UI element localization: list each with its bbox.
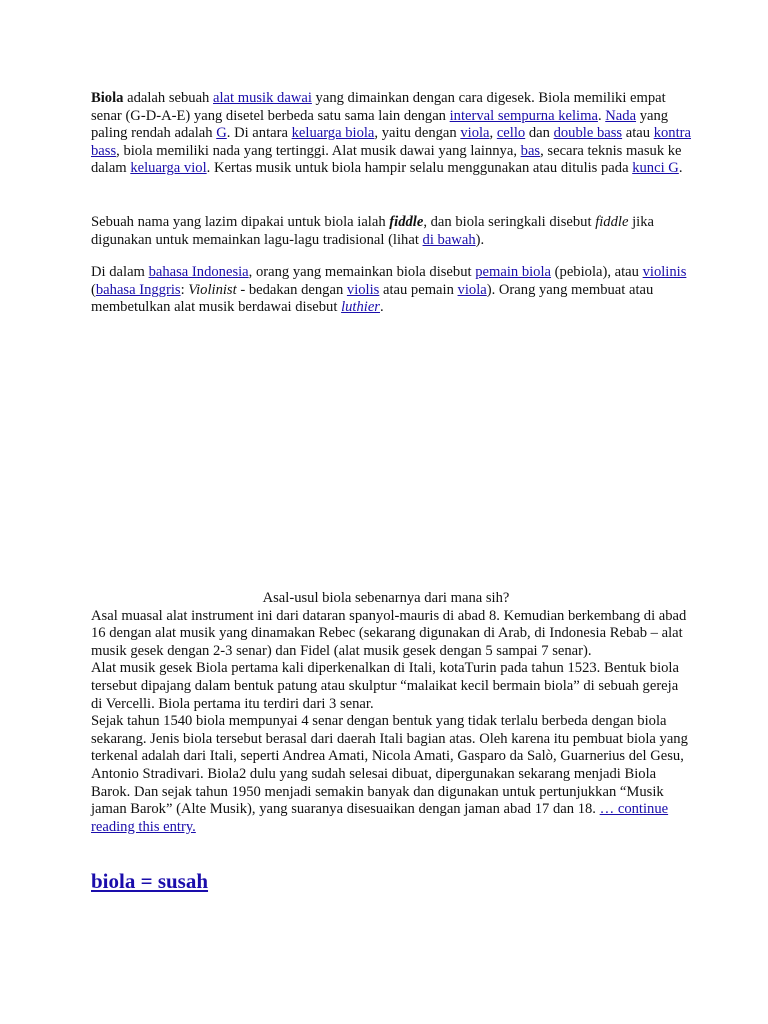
post-title-link[interactable]: biola = susah — [91, 869, 209, 893]
link-nada[interactable]: Nada — [605, 107, 637, 124]
post-title — [91, 868, 691, 894]
link-bas[interactable]: bas — [520, 142, 541, 159]
text: : — [180, 281, 189, 298]
text: ). Orang yang membuat atau membetulkan alat musik berdawai disebut — [91, 281, 654, 316]
term-violinist: Violinist — [188, 281, 237, 298]
text: Sebuah nama yang lazim dipakai untuk biola ialah — [91, 214, 390, 230]
text: yang paling rendah adalah — [91, 107, 669, 142]
history-paragraph-2: Alat musik gesek Biola pertama kali diperkenalkan di Itali, kotaTurin pada tahun 1523. Bentuk biola tersebut dipajang dalam bentuk patung atau skulptur “malaikat kecil bermain biola” di sebuah gereja di Vercelli. Biola pertama itu terdiri dari 3 senar. — [91, 660, 679, 712]
text: , orang yang memainkan biola disebut — [248, 264, 476, 280]
text: , dan biola seringkali disebut — [423, 214, 596, 230]
text: ). — [475, 231, 485, 248]
link-alat-musik-dawai[interactable]: alat musik dawai — [213, 90, 312, 106]
term-biola: Biola — [91, 90, 124, 106]
link-cello[interactable]: cello — [496, 125, 526, 142]
link-bahasa-inggris[interactable]: bahasa Inggris — [95, 281, 181, 298]
link-bahasa-indonesia[interactable]: bahasa Indonesia — [148, 264, 249, 280]
link-keluarga-viol[interactable]: keluarga viol — [130, 160, 207, 177]
text: , — [489, 125, 497, 142]
text: . Kertas musik untuk biola hampir selalu menggunakan atau ditulis pada — [206, 160, 633, 177]
text: . — [597, 107, 606, 124]
text: - bedakan dengan — [236, 281, 347, 298]
link-violinis[interactable]: violinis — [642, 264, 687, 280]
text: Sejak tahun 1540 biola mempunyai 4 senar dengan bentuk yang tidak terlalu berbeda dengan biola sekarang. Jenis biola tersebut berasal dari daerah Itali bagian atas. Oleh karena itu pembuat biola yang terkenal adalah dari Itali, seperti Andrea Amati, Nicola Amati, Gasparo da Salò, Guarnerius del Gesu, Antonio Stradivari. Biola2 dulu yang sudah selesai dibuat, dipergunakan sekarang menjadi Biola Barok. Dan sejak tahun 1950 menjadi semakin banyak dan digunakan untuk pertunjukkan “Musik jaman Barok” (Alte Musik), yang suaranya disesuaikan dengan jaman abad 17 dan 18. — [91, 713, 688, 818]
text: , biola memiliki nada yang tertinggi. Alat musik dawai yang lainnya, — [116, 142, 521, 159]
link-kunci-g[interactable]: kunci G — [632, 160, 679, 177]
link-pemain-biola[interactable]: pemain biola — [475, 264, 552, 280]
history-paragraph-1: Asal muasal alat instrument ini dari dataran spanyol-mauris di abad 8. Kemudian berkembang di abad 16 dengan alat musik yang dinamakan Rebec (sekarang digunakan di Arab, di Indonesia Rebab – alat musik gesek dengan 2-3 senar) dan Fidel (alat musik gesek dengan 5 sampai 7 senar). — [91, 607, 687, 659]
text: atau — [622, 125, 654, 142]
history-paragraph-3 — [91, 713, 691, 836]
text: Di dalam — [91, 264, 149, 280]
link-keluarga-biola[interactable]: keluarga biola — [291, 125, 375, 142]
text: . Di antara — [226, 125, 292, 142]
link-di-bawah[interactable]: di bawah — [422, 231, 476, 248]
fiddle-paragraph — [91, 214, 691, 249]
link-double-bass[interactable]: double bass — [553, 125, 623, 142]
text: atau pemain — [379, 281, 458, 298]
text: yang dimainkan dengan cara digesek. Biola memiliki empat senar (G-D-A-E) yang disetel berbeda satu sama lain dengan — [91, 90, 666, 124]
link-luthier[interactable]: luthier — [341, 299, 380, 316]
text: , yaitu dengan — [374, 125, 461, 142]
indonesian-paragraph — [91, 264, 691, 317]
link-viola-2[interactable]: viola — [457, 281, 487, 298]
text: (pebiola), atau — [551, 264, 643, 280]
text: . — [678, 160, 683, 177]
text: dan — [525, 125, 554, 142]
link-viola[interactable]: viola — [460, 125, 490, 142]
link-violis[interactable]: violis — [346, 281, 380, 298]
term-fiddle: fiddle — [389, 214, 424, 230]
text: ( — [91, 281, 96, 298]
text: . — [379, 299, 384, 316]
intro-paragraph — [91, 90, 691, 178]
term-fiddle-italic: fiddle — [595, 214, 629, 230]
continue-reading-link[interactable]: … continue reading this entry. — [91, 801, 669, 835]
link-g[interactable]: G — [216, 125, 227, 142]
text: jika digunakan untuk memainkan lagu-lagu tradisional (lihat — [91, 214, 654, 248]
text: , secara teknis masuk ke dalam — [91, 142, 682, 177]
link-kontra-bass[interactable]: kontra bass — [91, 125, 691, 159]
text: adalah sebuah — [123, 90, 213, 106]
history-section — [91, 590, 691, 836]
history-title: Asal-usul biola sebenarnya dari mana sih? — [262, 590, 510, 606]
link-interval-sempurna-kelima[interactable]: interval sempurna kelima — [449, 107, 598, 124]
